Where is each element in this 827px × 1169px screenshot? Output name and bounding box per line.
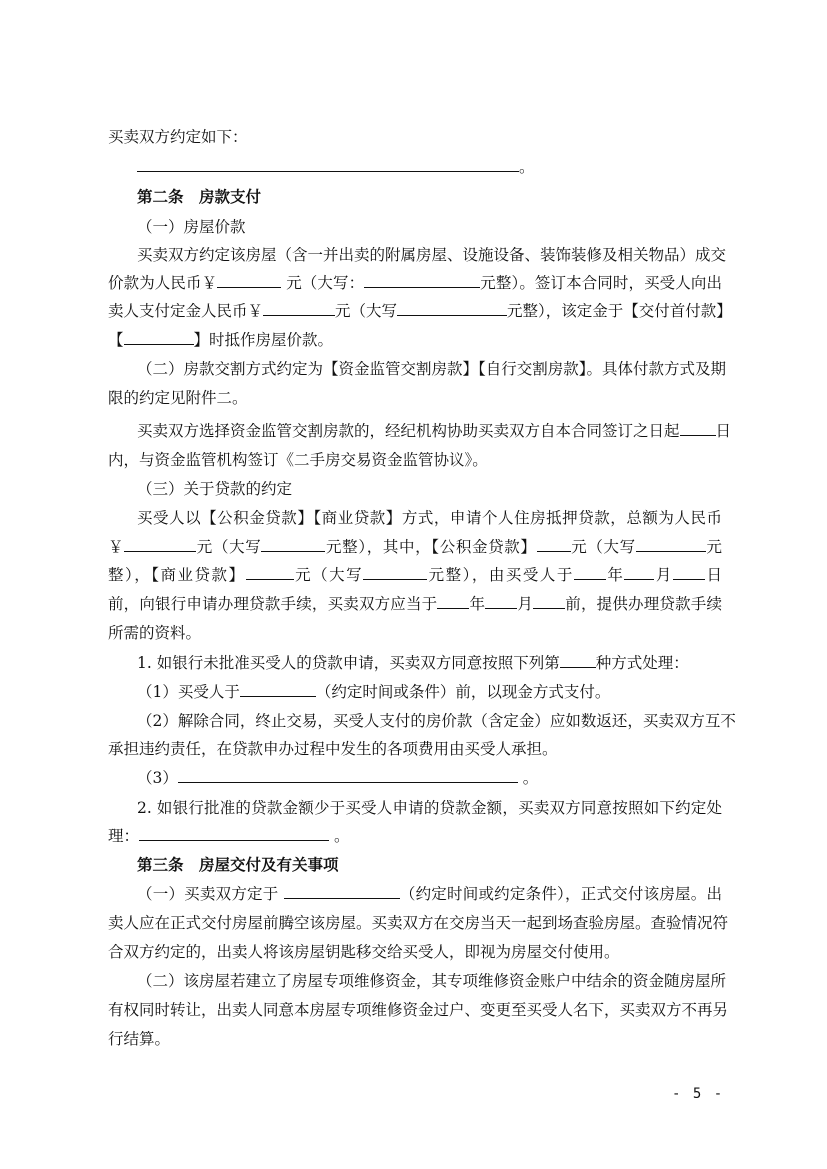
text: 1. 如银行未批准买受人的贷款申请，买卖双方同意按照下列第 xyxy=(137,654,560,672)
text: 种方式处理： xyxy=(595,654,689,672)
text: （3） xyxy=(137,769,178,787)
blank-field xyxy=(124,330,194,345)
text: 卖人支付定金人民币￥ xyxy=(108,302,264,320)
paragraph-line xyxy=(108,272,722,294)
text: 承担违约责任，在贷款申办过程中发生的各项费用由买受人承担。 xyxy=(108,740,558,758)
text: 限的约定见附件二。 xyxy=(108,389,248,407)
text: 。 xyxy=(517,769,539,787)
text: 前，提供办理贷款手续 xyxy=(565,595,722,613)
text: 2. 如银行批准的贷款金额少于买受人申请的贷款金额，买卖双方同意按照如下约定处 xyxy=(137,799,722,817)
blank-field xyxy=(363,565,427,580)
paragraph-line xyxy=(137,420,732,442)
paragraph-line xyxy=(108,593,722,615)
paragraph-line xyxy=(108,941,722,963)
blank-field xyxy=(673,565,705,580)
paragraph-line xyxy=(108,999,729,1021)
paragraph-line xyxy=(108,387,722,409)
paragraph-line xyxy=(108,449,722,471)
paragraph-line xyxy=(137,681,722,703)
text: 月 xyxy=(517,595,534,613)
blank-field xyxy=(263,301,335,316)
text: 日 xyxy=(715,422,732,440)
text: 整），【商业贷款】 xyxy=(108,566,246,584)
blank-field xyxy=(560,653,596,668)
text: （约定时间或条件）前，以现金方式支付。 xyxy=(315,683,611,701)
blank-field xyxy=(246,565,294,580)
blank-field xyxy=(636,537,706,552)
text: 元（大写 xyxy=(570,538,636,556)
text: 有权同时转让，出卖人同意本房屋专项维修资金过户、变更至买受人名下，买卖双方不再另 xyxy=(108,1001,729,1019)
subsection-heading xyxy=(137,478,722,500)
text: 内，与资金监管机构签订《二手房交易资金监管协议》。 xyxy=(108,451,488,469)
paragraph-line xyxy=(137,507,722,529)
paragraph-line xyxy=(108,825,722,847)
subsection-heading xyxy=(137,216,722,238)
blank-field xyxy=(397,301,507,316)
paragraph-line xyxy=(137,156,722,178)
text: 元整），该定金于【交付首付款】 xyxy=(507,302,732,320)
blank-field xyxy=(137,157,519,172)
text: 。 xyxy=(329,827,350,845)
text: （三）关于贷款的约定 xyxy=(137,480,293,498)
paragraph-line xyxy=(108,738,722,760)
text: （一）买卖双方定于 xyxy=(137,885,284,903)
paragraph-line xyxy=(137,883,722,905)
text: 合双方约定的，出卖人将该房屋钥匙移交给买受人，即视为房屋交付使用。 xyxy=(108,943,620,961)
paragraph-line xyxy=(137,244,727,266)
section-heading-article-3 xyxy=(137,854,722,876)
blank-field xyxy=(284,884,400,899)
blank-field xyxy=(485,594,517,609)
text: （约定时间或约定条件），正式交付该房屋。出 xyxy=(399,885,722,903)
text: 【 xyxy=(108,331,124,349)
text: 买卖双方约定如下： xyxy=(108,128,248,146)
text: 所需的资料。 xyxy=(108,624,202,642)
blank-field xyxy=(624,565,654,580)
blank-field xyxy=(178,768,518,783)
text: （二）该房屋若建立了房屋专项维修资金，其专项维修资金账户中结余的资金随房屋所 xyxy=(137,972,727,990)
text: 元（大写 xyxy=(335,302,398,320)
text: （2）解除合同，终止交易，买受人支付的房价款（含定金）应如数返还，买卖双方互不 xyxy=(137,712,736,730)
text: 月 xyxy=(654,566,673,584)
blank-field xyxy=(240,682,316,697)
blank-field xyxy=(217,273,281,288)
paragraph-line xyxy=(108,536,722,558)
blank-field xyxy=(437,594,469,609)
text: 元（大写 xyxy=(293,566,364,584)
paragraph-line xyxy=(137,767,722,789)
paragraph-line xyxy=(137,652,722,674)
heading-text: 第二条 房款支付 xyxy=(137,187,262,206)
text: 元整），由买受人于 xyxy=(427,566,574,584)
paragraph-line xyxy=(137,710,736,732)
text: 卖人应在正式交付房屋前腾空该房屋。买卖双方在交房当天一起到场查验房屋。查验情况符 xyxy=(108,914,729,932)
text: 买卖双方约定该房屋（含一并出卖的附属房屋、设施设备、装饰装修及相关物品）成交 xyxy=(137,246,727,264)
blank-field xyxy=(364,273,480,288)
text: （1）买受人于 xyxy=(137,683,240,701)
paragraph-line xyxy=(137,797,722,819)
text: 元 xyxy=(705,538,722,556)
text: 元整），其中，【公积金贷款】 xyxy=(325,538,537,556)
text: 年 xyxy=(605,566,625,584)
paragraph-line xyxy=(108,329,722,351)
text: 年 xyxy=(469,595,486,613)
text: 买卖双方选择资金监管交割房款的，经纪机构协助买卖双方自本合同签订之日起 xyxy=(137,422,680,440)
text: 价款为人民币￥ xyxy=(108,274,218,292)
section-heading-article-2 xyxy=(137,186,722,208)
page-number: - 5 - xyxy=(672,1086,725,1102)
paragraph-line xyxy=(108,126,722,148)
text: 买受人以【公积金贷款】【商业贷款】方式，申请个人住房抵押贷款，总额为人民币 xyxy=(137,509,722,527)
blank-field xyxy=(139,826,329,841)
paragraph-line xyxy=(108,1028,722,1050)
text: 】时抵作房屋价款。 xyxy=(193,331,334,349)
heading-text: 第三条 房屋交付及有关事项 xyxy=(137,855,339,874)
paragraph-line xyxy=(108,300,732,322)
blank-field xyxy=(680,421,716,436)
text: ￥ xyxy=(108,538,125,556)
paragraph-line xyxy=(108,564,722,586)
text: 元整）。签订本合同时，买受人向出 xyxy=(480,274,722,292)
blank-field xyxy=(537,537,571,552)
text: 前，向银行申请办理贷款手续，买卖双方应当于 xyxy=(108,595,438,613)
text: （二）房款交割方式约定为【资金监管交割房款】【自行交割房款】。具体付款方式及期 xyxy=(137,360,727,378)
blank-field xyxy=(533,594,565,609)
paragraph-line xyxy=(137,970,727,992)
blank-field xyxy=(261,537,325,552)
text: 理： xyxy=(108,827,140,845)
text: （一）房屋价款 xyxy=(137,218,246,236)
blank-field xyxy=(574,565,606,580)
text: 元（大写 xyxy=(196,538,262,556)
text: 元（大写： xyxy=(281,274,365,292)
paragraph-line xyxy=(137,358,727,380)
text: 行结算。 xyxy=(108,1030,171,1048)
paragraph-line xyxy=(108,622,722,644)
paragraph-line xyxy=(108,912,729,934)
text: 。 xyxy=(519,158,535,176)
blank-field xyxy=(124,537,196,552)
text: 日 xyxy=(704,566,722,584)
